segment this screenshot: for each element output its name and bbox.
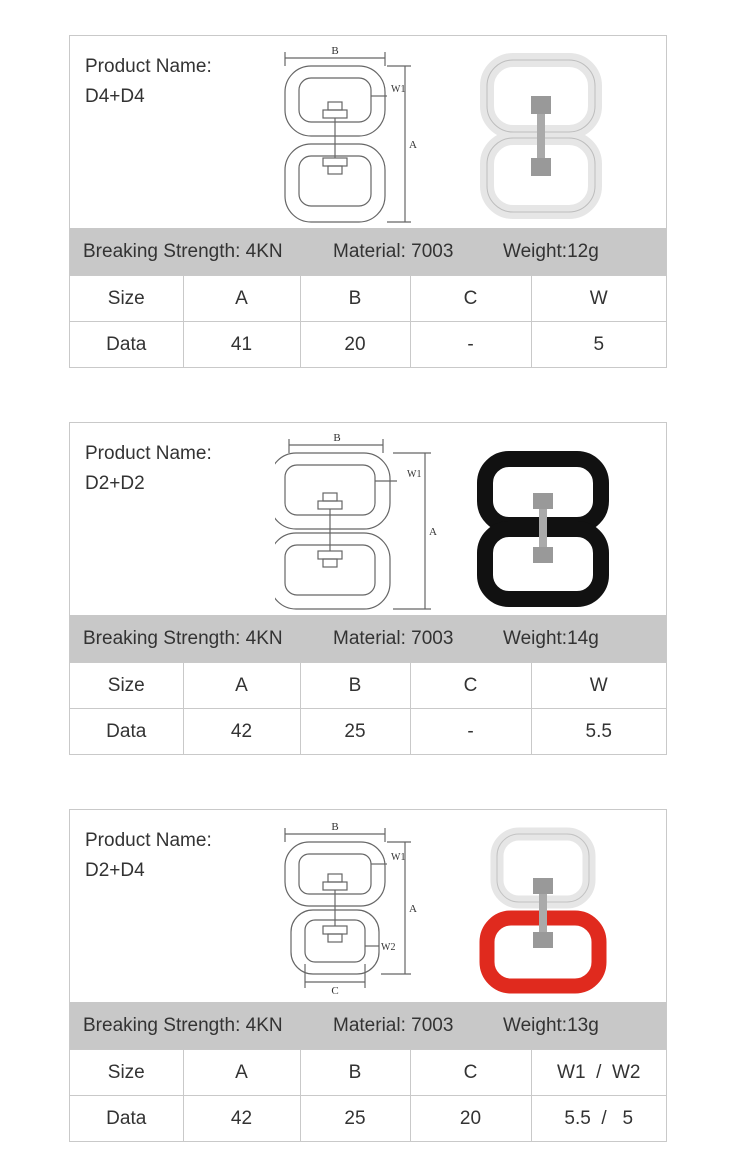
header-cell: Size (70, 663, 183, 709)
header-cell: C (410, 276, 531, 322)
material: Material: 7003 (333, 1014, 454, 1036)
breaking-strength: Breaking Strength: 4KN (83, 627, 283, 649)
product-name-label: Product Name: (85, 443, 212, 464)
size-table (70, 1049, 666, 1141)
header-cell: C (410, 663, 531, 709)
header-cell: B (300, 663, 410, 709)
product-photo (475, 433, 615, 608)
product-photo (475, 46, 615, 221)
header-cell: A (183, 1050, 300, 1096)
product-name-block (85, 826, 212, 886)
dim-b-label: B (333, 432, 341, 444)
dim-b-label: B (331, 821, 339, 833)
product-name-value: D4+D4 (85, 86, 145, 107)
header-cell: B (300, 276, 410, 322)
product-photo (475, 820, 615, 995)
dim-b-label: B (331, 45, 339, 57)
data-cell: 41 (183, 322, 300, 368)
breaking-strength: Breaking Strength: 4KN (83, 1014, 283, 1036)
spec-bar (70, 615, 666, 662)
header-cell: W1 / W2 (531, 1050, 666, 1096)
dim-w1-label: W1 (407, 469, 422, 480)
header-cell: W (531, 276, 666, 322)
table-row (70, 276, 666, 322)
product-name-value: D2+D4 (85, 860, 145, 881)
technical-drawing (275, 814, 450, 999)
product-name-block (85, 52, 212, 112)
header-cell: A (183, 663, 300, 709)
technical-drawing (275, 427, 450, 612)
data-cell: 25 (300, 709, 410, 755)
data-cell: 20 (410, 1096, 531, 1142)
spec-bar (70, 1002, 666, 1049)
dim-w1-label: W1 (391, 84, 406, 95)
table-row (70, 322, 666, 368)
weight: Weight:14g (503, 627, 599, 649)
dim-a-label: A (409, 139, 417, 151)
data-cell: - (410, 322, 531, 368)
table-row (70, 1050, 666, 1096)
product-card-d4-d4 (69, 35, 667, 368)
data-cell: 5 (531, 322, 666, 368)
data-cell: - (410, 709, 531, 755)
data-cell: 42 (183, 709, 300, 755)
dim-a-label: A (409, 903, 417, 915)
header-cell: W (531, 663, 666, 709)
material: Material: 7003 (333, 627, 454, 649)
size-table (70, 275, 666, 367)
data-cell: 20 (300, 322, 410, 368)
dim-w1-label: W1 (391, 852, 406, 863)
dim-c-label: C (331, 985, 339, 997)
data-cell: Data (70, 1096, 183, 1142)
data-cell: 42 (183, 1096, 300, 1142)
material: Material: 7003 (333, 240, 454, 262)
weight: Weight:13g (503, 1014, 599, 1036)
weight: Weight:12g (503, 240, 599, 262)
header-cell: A (183, 276, 300, 322)
table-row (70, 663, 666, 709)
product-name-block (85, 439, 212, 499)
product-card-d2-d2 (69, 422, 667, 755)
data-cell: Data (70, 322, 183, 368)
header-cell: Size (70, 1050, 183, 1096)
data-cell: 25 (300, 1096, 410, 1142)
table-row (70, 1096, 666, 1142)
technical-drawing (275, 40, 450, 225)
header-cell: C (410, 1050, 531, 1096)
data-cell: 5.5 (531, 709, 666, 755)
product-name-value: D2+D2 (85, 473, 145, 494)
product-card-d2-d4 (69, 809, 667, 1142)
data-cell: 5.5 / 5 (531, 1096, 666, 1142)
data-cell: Data (70, 709, 183, 755)
breaking-strength: Breaking Strength: 4KN (83, 240, 283, 262)
table-row (70, 709, 666, 755)
header-cell: Size (70, 276, 183, 322)
header-cell: B (300, 1050, 410, 1096)
product-name-label: Product Name: (85, 830, 212, 851)
dim-a-label: A (429, 526, 437, 538)
product-name-label: Product Name: (85, 56, 212, 77)
spec-bar (70, 228, 666, 275)
dim-w2-label: W2 (381, 942, 396, 953)
size-table (70, 662, 666, 754)
